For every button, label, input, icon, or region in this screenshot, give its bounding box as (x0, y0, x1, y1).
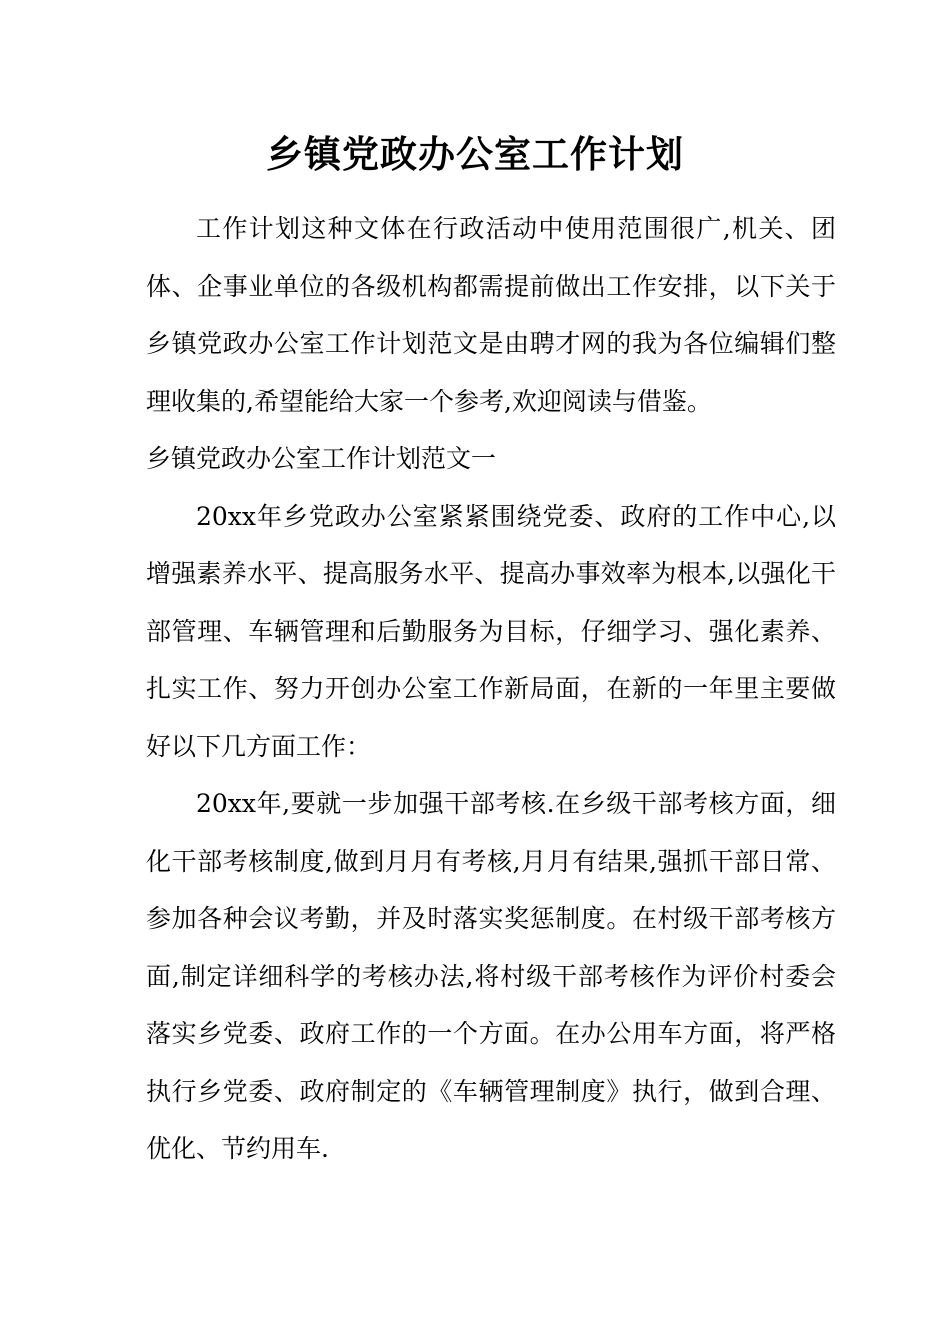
intro-paragraph: 工作计划这种文体在行政活动中使用范围很广,机关、团体、企事业单位的各级机构都需提前做出工作安排，以下关于乡镇党政办公室工作计划范文是由聘才网的我为各位编辑们整理收集的,希望能给大家一个参考,欢迎阅读与借鉴。 (146, 214, 836, 416)
body-paragraph-2: 20xx年,要就一步加强干部考核.在乡级干部考核方面，细化干部考核制度,做到月月有考核,月月有结果,强抓干部日常、参加各种会议考勤，并及时落实奖惩制度。在村级干部考核方面,制定详细科学的考核办法,将村级干部考核作为评价村委会落实乡党委、政府工作的一个方面。在办公用车方面，将严格执行乡党委、政府制定的《车辆管理制度》执行，做到合理、优化、节约用车. (146, 789, 836, 1163)
section-heading: 乡镇党政办公室工作计划范文一 (146, 444, 497, 473)
document-body (146, 200, 836, 1178)
body-paragraph-1: 20xx年乡党政办公室紧紧围绕党委、政府的工作中心,以增强素养水平、提高服务水平、提高办事效率为根本,以强化干部管理、车辆管理和后勤服务为目标，仔细学习、强化素养、扎实工作、努力开创办公室工作新局面，在新的一年里主要做好以下几方面工作： (146, 501, 836, 761)
document-title: 乡镇党政办公室工作计划 (266, 132, 684, 176)
